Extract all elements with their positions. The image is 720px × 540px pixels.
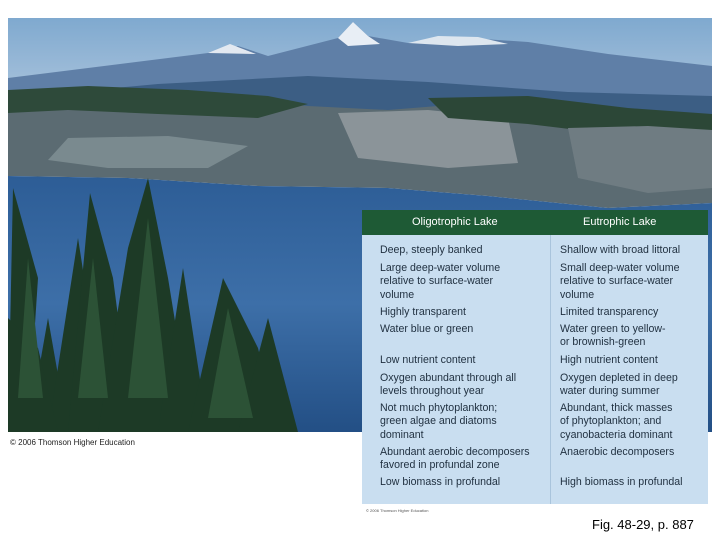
header-eutrophic: Eutrophic Lake [583, 216, 657, 228]
table-cell: Abundant, thick masses of phytoplankton; and cyanobacteria dominant [560, 402, 673, 441]
table-credit: © 2006 Thomson Higher Education [366, 508, 429, 513]
table-cell: Oxygen abundant through all levels throughout year [380, 372, 517, 398]
lake-comparison-table [362, 210, 708, 504]
table-cell: Large deep-water volume relative to surface-water volume [380, 262, 501, 301]
table-cell: Highly transparent [380, 306, 466, 318]
table-cell: Deep, steeply banked [380, 244, 483, 256]
table-cell: Shallow with broad littoral [560, 244, 681, 256]
table-cell: High biomass in profundal [560, 476, 683, 488]
column-divider [550, 235, 551, 504]
table-cell: Low nutrient content [380, 354, 476, 366]
table-cell: Water blue or green [380, 323, 474, 335]
table-cell: Not much phytoplankton; green algae and diatoms dominant [380, 402, 498, 441]
table-cell: Abundant aerobic decomposers favored in profundal zone [380, 446, 530, 472]
table-header [362, 210, 708, 235]
table-cell: Oxygen depleted in deep water during summer [560, 372, 678, 398]
table-cell: High nutrient content [560, 354, 658, 366]
table-cell: Small deep-water volume relative to surface-water volume [560, 262, 680, 301]
table-cell: Anaerobic decomposers [560, 446, 675, 458]
table-cell: Low biomass in profundal [380, 476, 501, 488]
table-cell: Limited transparency [560, 306, 659, 318]
figure-caption: Fig. 48-29, p. 887 [592, 517, 694, 532]
table-cell: Water green to yellow- or brownish-green [560, 323, 666, 349]
copyright-notice: © 2006 Thomson Higher Education [10, 438, 135, 447]
header-oligotrophic: Oligotrophic Lake [412, 216, 498, 228]
